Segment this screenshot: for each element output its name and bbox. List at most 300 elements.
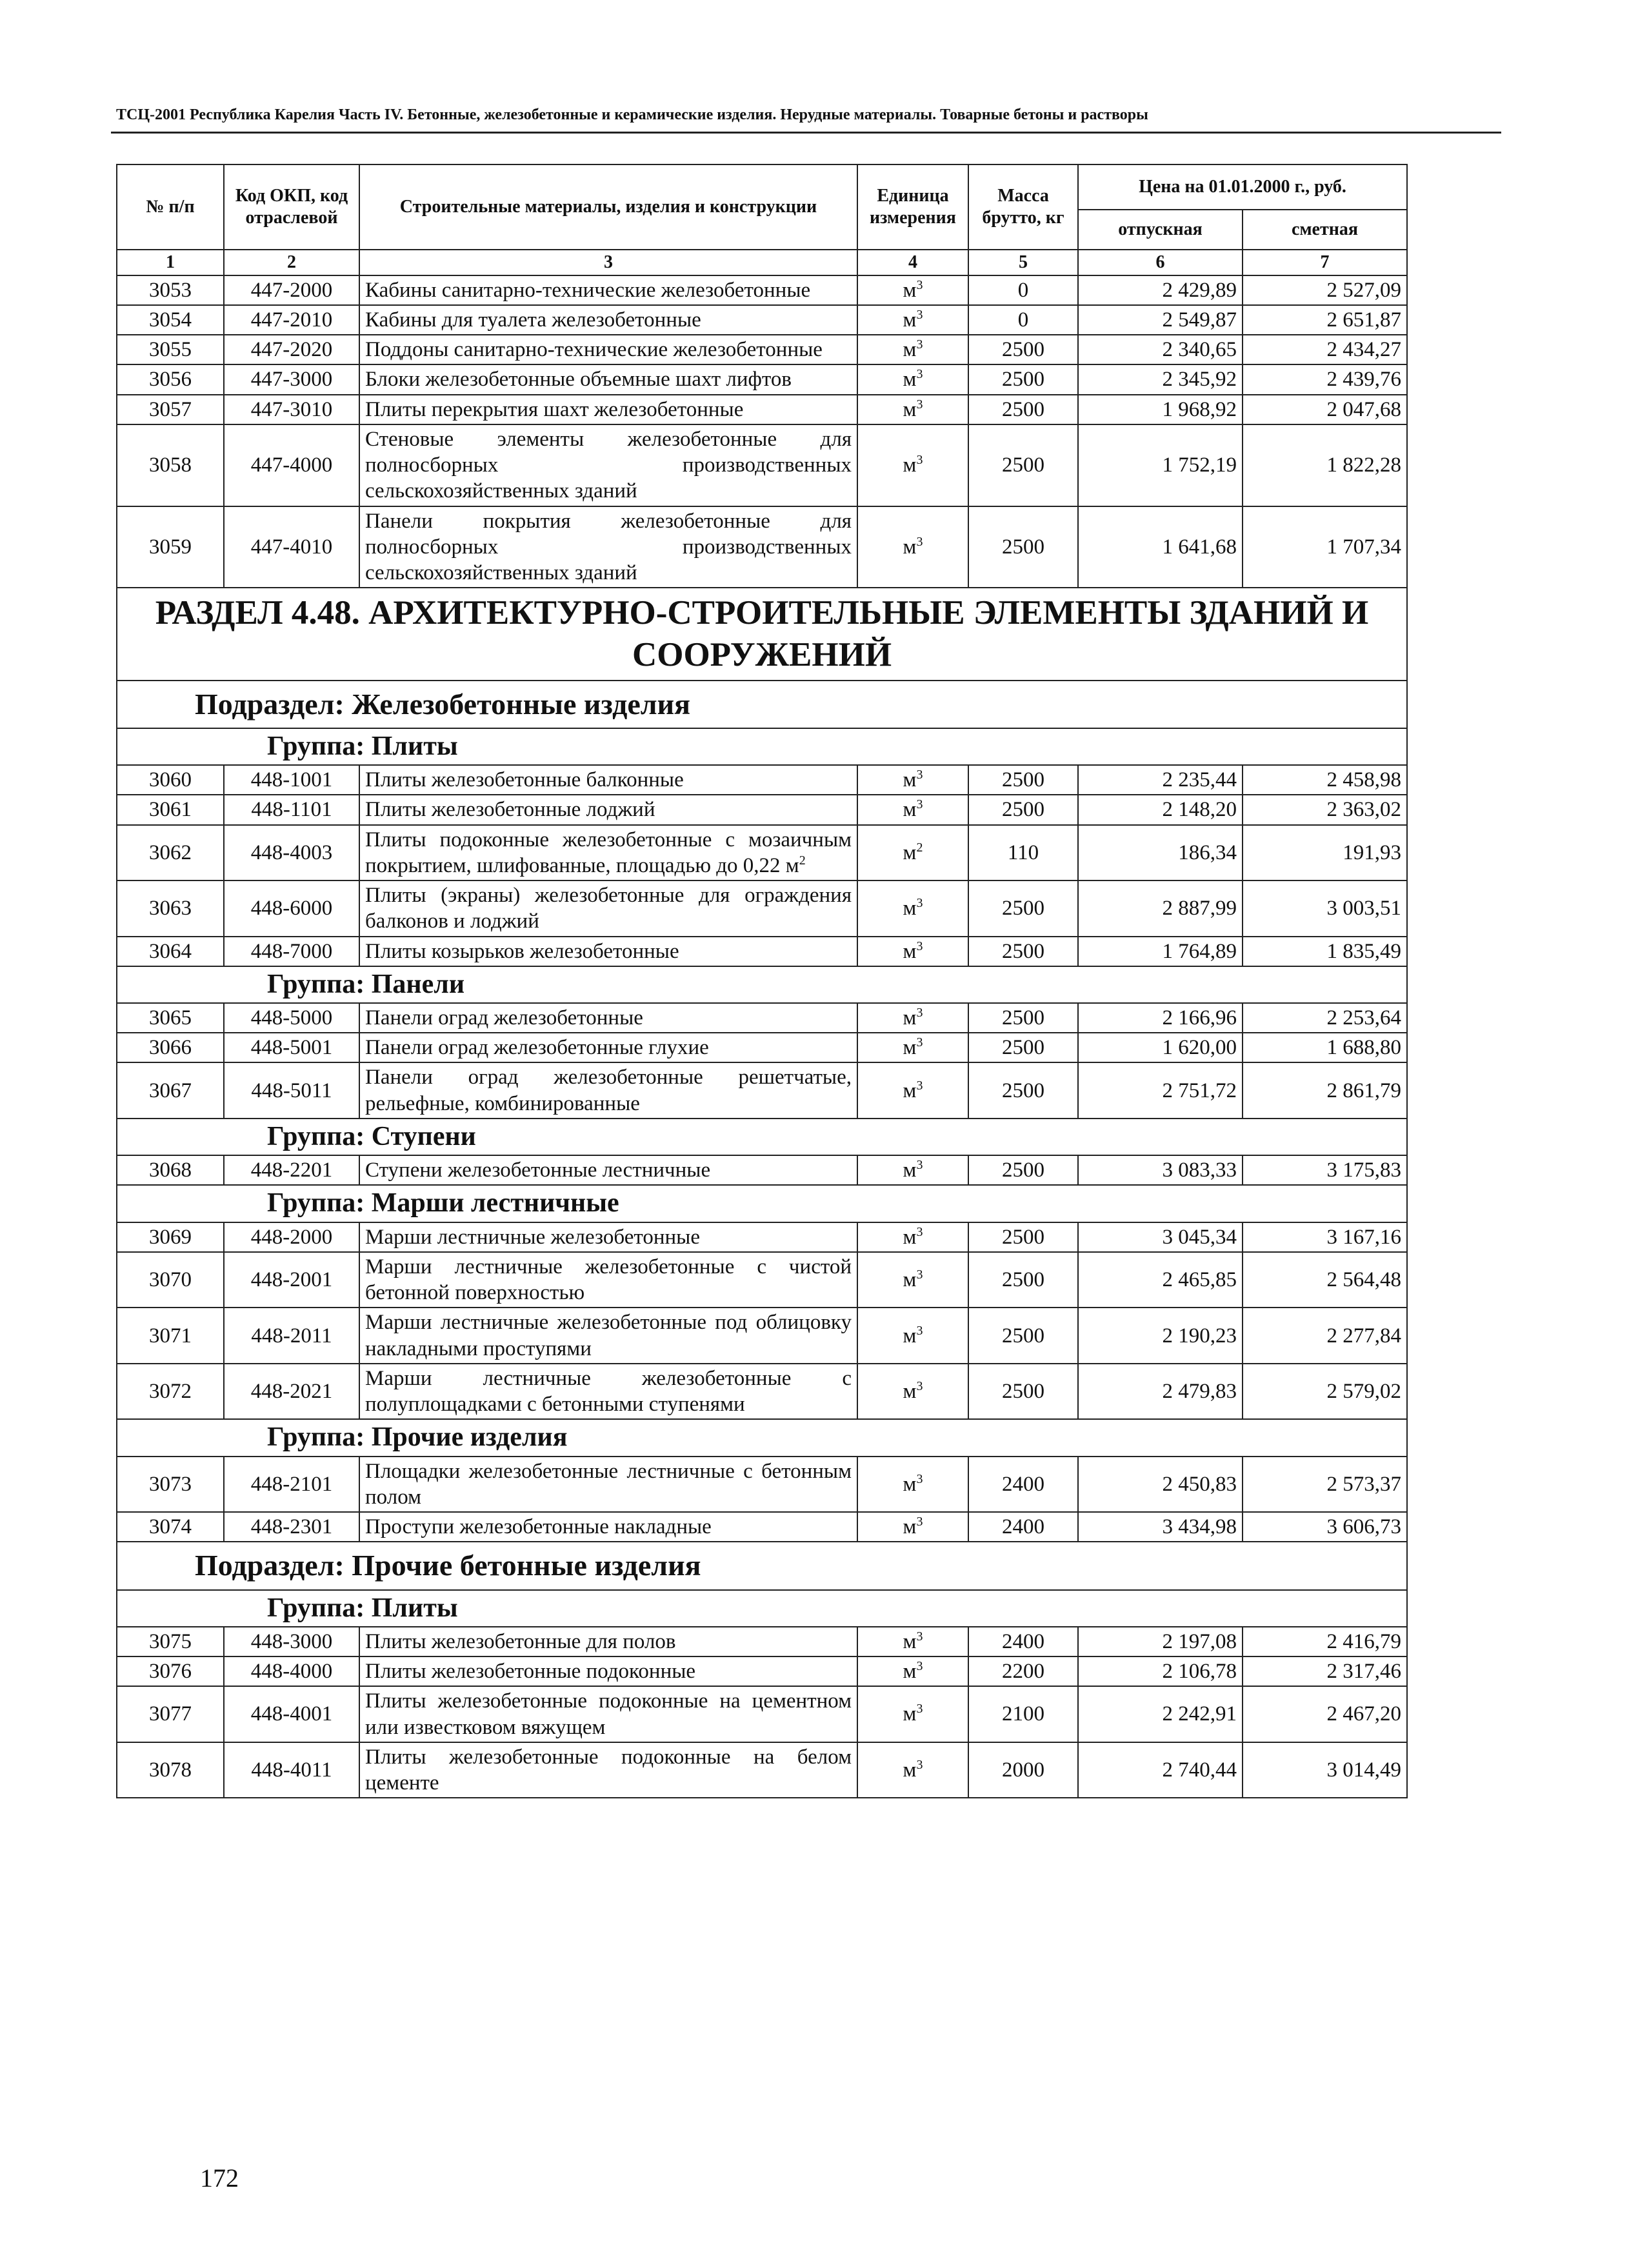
material-name-text: Плиты железобетонные балконные (365, 768, 684, 791)
row-number: 3075 (117, 1627, 224, 1656)
material-name (359, 335, 857, 364)
section-title: РАЗДЕЛ 4.48. АРХИТЕКТУРНО-СТРОИТЕЛЬНЫЕ ЭЛЕМЕНТЫ ЗДАНИЙ И СООРУЖЕНИЙ (117, 588, 1407, 680)
table-row (117, 937, 1407, 966)
okp-code: 447-2020 (224, 335, 359, 364)
unit-of-measure (857, 880, 968, 937)
unit-base: м (903, 1006, 917, 1030)
row-number: 3056 (117, 364, 224, 394)
material-name (359, 395, 857, 424)
header-okp-code: Код ОКП, код отраслевой (224, 164, 359, 250)
price-release: 2 166,96 (1078, 1003, 1243, 1033)
price-release: 2 465,85 (1078, 1252, 1243, 1308)
gross-mass: 2500 (968, 364, 1078, 394)
material-name (359, 1308, 857, 1364)
price-estimate: 2 253,64 (1243, 1003, 1407, 1033)
gross-mass: 2500 (968, 1308, 1078, 1364)
header-index: 1 (117, 250, 224, 275)
price-estimate: 3 003,51 (1243, 880, 1407, 937)
unit-base: м (903, 1758, 917, 1782)
unit-exponent: 2 (916, 840, 923, 855)
material-name (359, 880, 857, 937)
price-estimate: 3 014,49 (1243, 1742, 1407, 1798)
material-name (359, 1222, 857, 1252)
price-estimate: 2 579,02 (1243, 1364, 1407, 1420)
unit-base: м (903, 1472, 917, 1496)
table-row (117, 275, 1407, 305)
price-release: 2 479,83 (1078, 1364, 1243, 1420)
price-release: 2 235,44 (1078, 765, 1243, 795)
unit-of-measure (857, 506, 968, 588)
gross-mass: 0 (968, 275, 1078, 305)
unit-exponent: 3 (916, 1515, 923, 1529)
price-estimate: 3 606,73 (1243, 1512, 1407, 1542)
material-name-text: Марши лестничные железобетонные (365, 1225, 700, 1249)
subsection-title: Подраздел: Прочие бетонные изделия (117, 1542, 1407, 1589)
group-title: Группа: Прочие изделия (117, 1419, 1407, 1456)
unit-of-measure (857, 937, 968, 966)
material-name (359, 1457, 857, 1513)
gross-mass: 2500 (968, 1252, 1078, 1308)
unit-base: м (903, 1268, 917, 1292)
row-number: 3063 (117, 880, 224, 937)
row-number: 3065 (117, 1003, 224, 1033)
unit-of-measure (857, 795, 968, 824)
okp-code: 448-4011 (224, 1742, 359, 1798)
material-name (359, 1062, 857, 1119)
unit-of-measure (857, 275, 968, 305)
row-number: 3068 (117, 1155, 224, 1185)
material-name-text: Марши лестничные железобетонные с полуплощадками с бетонными ступенями (365, 1366, 852, 1417)
price-table (116, 164, 1408, 1798)
unit-base: м (903, 1380, 917, 1404)
unit-base: м (903, 278, 917, 302)
price-release: 2 242,91 (1078, 1686, 1243, 1742)
gross-mass: 2500 (968, 1155, 1078, 1185)
row-number: 3054 (117, 305, 224, 335)
material-name (359, 795, 857, 824)
price-release: 1 641,68 (1078, 506, 1243, 588)
price-release: 2 106,78 (1078, 1656, 1243, 1686)
price-release: 2 740,44 (1078, 1742, 1243, 1798)
okp-code: 448-6000 (224, 880, 359, 937)
unit-base: м (903, 453, 917, 477)
price-estimate: 2 527,09 (1243, 275, 1407, 305)
unit-exponent: 3 (916, 768, 923, 782)
material-name-text: Стеновые элементы железобетонные для полносборных производственных сельскохозяйственных зданий (365, 427, 852, 503)
row-number: 3058 (117, 424, 224, 506)
row-number: 3071 (117, 1308, 224, 1364)
gross-mass: 2200 (968, 1656, 1078, 1686)
table-row (117, 1252, 1407, 1308)
price-release: 3 083,33 (1078, 1155, 1243, 1185)
okp-code: 448-2201 (224, 1155, 359, 1185)
group-title-row (117, 966, 1407, 1003)
unit-exponent: 3 (916, 1629, 923, 1644)
material-name-text: Плиты железобетонные для полов (365, 1629, 676, 1653)
price-estimate: 2 277,84 (1243, 1308, 1407, 1364)
unit-exponent: 3 (916, 534, 923, 549)
material-name-text: Проступи железобетонные накладные (365, 1515, 712, 1539)
unit-exponent: 3 (916, 1005, 923, 1020)
row-number: 3064 (117, 937, 224, 966)
price-estimate: 1 822,28 (1243, 424, 1407, 506)
header-index: 7 (1243, 250, 1407, 275)
unit-exponent: 3 (916, 1471, 923, 1486)
table-row (117, 1512, 1407, 1542)
row-number: 3067 (117, 1062, 224, 1119)
price-release: 2 887,99 (1078, 880, 1243, 937)
unit-of-measure (857, 1742, 968, 1798)
material-name-text: Ступени железобетонные лестничные (365, 1159, 711, 1182)
unit-base: м (903, 1629, 917, 1653)
table-row (117, 825, 1407, 881)
price-estimate: 2 317,46 (1243, 1656, 1407, 1686)
price-estimate: 2 434,27 (1243, 335, 1407, 364)
material-name-text: Плиты железобетонные подоконные на цементном или известковом вяжущем (365, 1689, 852, 1739)
price-release: 3 434,98 (1078, 1512, 1243, 1542)
unit-of-measure (857, 1656, 968, 1686)
gross-mass: 0 (968, 305, 1078, 335)
unit-exponent: 3 (916, 1268, 923, 1282)
material-name-text: Плиты перекрытия шахт железобетонные (365, 397, 744, 421)
material-name (359, 765, 857, 795)
unit-of-measure (857, 305, 968, 335)
unit-exponent: 3 (916, 1224, 923, 1239)
unit-base: м (903, 897, 917, 920)
okp-code: 448-5011 (224, 1062, 359, 1119)
row-number: 3077 (117, 1686, 224, 1742)
okp-code: 448-2011 (224, 1308, 359, 1364)
group-title: Группа: Ступени (117, 1119, 1407, 1155)
table-row (117, 1003, 1407, 1033)
row-number: 3078 (117, 1742, 224, 1798)
unit-of-measure (857, 765, 968, 795)
unit-base: м (903, 1702, 917, 1726)
gross-mass: 2000 (968, 1742, 1078, 1798)
unit-exponent: 3 (916, 1379, 923, 1394)
price-estimate: 2 564,48 (1243, 1252, 1407, 1308)
group-title-row (117, 1119, 1407, 1155)
material-name (359, 275, 857, 305)
row-number: 3057 (117, 395, 224, 424)
subsection-title-row (117, 681, 1407, 728)
header-price-release: отпускная (1078, 210, 1243, 250)
unit-exponent: 3 (916, 367, 923, 382)
header-index: 3 (359, 250, 857, 275)
table-row (117, 765, 1407, 795)
unit-base: м (903, 338, 917, 362)
table-row (117, 1742, 1407, 1798)
group-title-row (117, 1185, 1407, 1222)
price-estimate: 2 861,79 (1243, 1062, 1407, 1119)
unit-base: м (903, 1079, 917, 1102)
row-number: 3076 (117, 1656, 224, 1686)
unit-of-measure (857, 364, 968, 394)
gross-mass: 2500 (968, 795, 1078, 824)
unit-of-measure (857, 335, 968, 364)
table-row (117, 795, 1407, 824)
gross-mass: 2500 (968, 335, 1078, 364)
table-row (117, 1033, 1407, 1062)
page-number: 172 (200, 2164, 239, 2193)
gross-mass: 2500 (968, 424, 1078, 506)
price-estimate: 191,93 (1243, 825, 1407, 881)
material-name-text: Поддоны санитарно-технические железобетонные (365, 338, 823, 362)
unit-exponent: 3 (916, 397, 923, 412)
table-row (117, 395, 1407, 424)
unit-base: м (903, 1036, 917, 1060)
price-estimate: 3 175,83 (1243, 1155, 1407, 1185)
unit-of-measure (857, 1686, 968, 1742)
price-estimate: 2 573,37 (1243, 1457, 1407, 1513)
price-release: 2 751,72 (1078, 1062, 1243, 1119)
material-name-text: Панели покрытия железобетонные для полносборных производственных сельскохозяйственных зданий (365, 509, 852, 585)
subsection-title-row (117, 1542, 1407, 1589)
unit-base: м (903, 368, 917, 392)
unit-exponent: 3 (916, 337, 923, 352)
unit-exponent: 3 (916, 307, 923, 322)
unit-base: м (903, 1225, 917, 1249)
unit-of-measure (857, 1364, 968, 1420)
unit-of-measure (857, 1308, 968, 1364)
unit-of-measure (857, 825, 968, 881)
price-estimate: 2 363,02 (1243, 795, 1407, 824)
table-row (117, 1222, 1407, 1252)
material-name (359, 424, 857, 506)
okp-code: 447-3000 (224, 364, 359, 394)
document-header: ТСЦ-2001 Республика Карелия Часть IV. Бетонные, железобетонные и керамические изделия. Нерудные материалы. Товарные бетоны и растворы (116, 106, 1148, 123)
material-name-text: Плиты железобетонные подоконные (365, 1660, 696, 1684)
unit-base: м (903, 939, 917, 963)
material-name (359, 937, 857, 966)
price-release: 3 045,34 (1078, 1222, 1243, 1252)
table-row (117, 1656, 1407, 1686)
price-release: 2 450,83 (1078, 1457, 1243, 1513)
material-name-exponent: 2 (799, 853, 806, 868)
unit-exponent: 3 (916, 939, 923, 953)
gross-mass: 2500 (968, 937, 1078, 966)
header-index: 4 (857, 250, 968, 275)
price-release: 1 752,19 (1078, 424, 1243, 506)
unit-of-measure (857, 1457, 968, 1513)
unit-base: м (903, 1159, 917, 1182)
gross-mass: 2500 (968, 1364, 1078, 1420)
gross-mass: 2500 (968, 395, 1078, 424)
material-name-text: Плиты железобетонные лоджий (365, 798, 655, 822)
unit-base: м (903, 397, 917, 421)
row-number: 3074 (117, 1512, 224, 1542)
table-row (117, 1627, 1407, 1656)
unit-base: м (903, 841, 917, 864)
row-number: 3073 (117, 1457, 224, 1513)
price-estimate: 1 707,34 (1243, 506, 1407, 588)
material-name (359, 1252, 857, 1308)
unit-of-measure (857, 424, 968, 506)
gross-mass: 2500 (968, 1033, 1078, 1062)
header-rule (111, 132, 1501, 134)
group-title: Группа: Панели (117, 966, 1407, 1003)
price-estimate: 1 688,80 (1243, 1033, 1407, 1062)
okp-code: 448-4001 (224, 1686, 359, 1742)
unit-of-measure (857, 1033, 968, 1062)
table-row (117, 1155, 1407, 1185)
subsection-title: Подраздел: Железобетонные изделия (117, 681, 1407, 728)
gross-mass: 2400 (968, 1627, 1078, 1656)
unit-exponent: 3 (916, 896, 923, 911)
unit-base: м (903, 798, 917, 822)
price-estimate: 2 467,20 (1243, 1686, 1407, 1742)
price-release: 1 968,92 (1078, 395, 1243, 424)
unit-of-measure (857, 1003, 968, 1033)
price-release: 2 549,87 (1078, 305, 1243, 335)
unit-of-measure (857, 1627, 968, 1656)
gross-mass: 2100 (968, 1686, 1078, 1742)
table-row (117, 1686, 1407, 1742)
price-release: 2 197,08 (1078, 1627, 1243, 1656)
unit-of-measure (857, 1222, 968, 1252)
okp-code: 447-4010 (224, 506, 359, 588)
material-name-text: Марши лестничные железобетонные под облицовку накладными проступями (365, 1311, 852, 1360)
material-name-text: Кабины для туалета железобетонные (365, 308, 701, 332)
material-name-text: Плиты железобетонные подоконные на белом цементе (365, 1745, 852, 1795)
unit-base: м (903, 535, 917, 559)
gross-mass: 2500 (968, 1062, 1078, 1119)
group-title-row (117, 1419, 1407, 1456)
material-name (359, 506, 857, 588)
price-estimate: 3 167,16 (1243, 1222, 1407, 1252)
unit-of-measure (857, 1155, 968, 1185)
row-number: 3060 (117, 765, 224, 795)
material-name (359, 1686, 857, 1742)
group-title-row (117, 1590, 1407, 1627)
unit-exponent: 3 (916, 1323, 923, 1338)
unit-base: м (903, 1515, 917, 1539)
material-name-text: Панели оград железобетонные глухие (365, 1036, 709, 1060)
table-row (117, 335, 1407, 364)
okp-code: 448-2101 (224, 1457, 359, 1513)
okp-code: 448-2000 (224, 1222, 359, 1252)
material-name-text: Плиты козырьков железобетонные (365, 939, 679, 963)
material-name (359, 305, 857, 335)
material-name (359, 1656, 857, 1686)
unit-exponent: 3 (916, 1757, 923, 1772)
price-release: 1 620,00 (1078, 1033, 1243, 1062)
material-name (359, 364, 857, 394)
material-name-text: Кабины санитарно-технические железобетонные (365, 278, 811, 302)
header-unit: Единица измерения (857, 164, 968, 250)
group-title: Группа: Плиты (117, 1590, 1407, 1627)
price-release: 2 345,92 (1078, 364, 1243, 394)
table-row (117, 506, 1407, 588)
material-name (359, 1033, 857, 1062)
okp-code: 448-1001 (224, 765, 359, 795)
gross-mass: 2400 (968, 1457, 1078, 1513)
gross-mass: 2500 (968, 506, 1078, 588)
table-row (117, 1457, 1407, 1513)
row-number: 3062 (117, 825, 224, 881)
price-release: 2 429,89 (1078, 275, 1243, 305)
gross-mass: 2500 (968, 1003, 1078, 1033)
unit-base: м (903, 768, 917, 791)
price-estimate: 2 439,76 (1243, 364, 1407, 394)
unit-of-measure (857, 1062, 968, 1119)
group-title-row (117, 728, 1407, 765)
okp-code: 448-5000 (224, 1003, 359, 1033)
row-number: 3061 (117, 795, 224, 824)
okp-code: 448-7000 (224, 937, 359, 966)
gross-mass: 2400 (968, 1512, 1078, 1542)
unit-exponent: 3 (916, 277, 923, 292)
unit-of-measure (857, 1252, 968, 1308)
table-row (117, 880, 1407, 937)
header-price: Цена на 01.01.2000 г., руб. (1078, 164, 1407, 210)
row-number: 3053 (117, 275, 224, 305)
price-estimate: 2 416,79 (1243, 1627, 1407, 1656)
gross-mass: 2500 (968, 765, 1078, 795)
gross-mass: 2500 (968, 880, 1078, 937)
material-name (359, 1003, 857, 1033)
okp-code: 447-4000 (224, 424, 359, 506)
gross-mass: 2500 (968, 1222, 1078, 1252)
unit-exponent: 3 (916, 1158, 923, 1173)
table-row (117, 1364, 1407, 1420)
material-name (359, 1627, 857, 1656)
material-name-text: Марши лестничные железобетонные с чистой бетонной поверхностью (365, 1255, 852, 1305)
okp-code: 447-2000 (224, 275, 359, 305)
price-release: 1 764,89 (1078, 937, 1243, 966)
table-head (117, 164, 1407, 275)
gross-mass: 110 (968, 825, 1078, 881)
price-estimate: 2 458,98 (1243, 765, 1407, 795)
material-name-text: Площадки железобетонные лестничные с бетонным полом (365, 1459, 852, 1509)
row-number: 3055 (117, 335, 224, 364)
material-name-text: Панели оград железобетонные (365, 1006, 643, 1030)
unit-exponent: 3 (916, 1078, 923, 1093)
header-num: № п/п (117, 164, 224, 250)
material-name-text: Плиты подоконные железобетонные с мозаичным покрытием, шлифованные, площадью до 0,22 м (365, 828, 852, 877)
okp-code: 448-2301 (224, 1512, 359, 1542)
table-row (117, 1062, 1407, 1119)
material-name (359, 1742, 857, 1798)
okp-code: 448-4000 (224, 1656, 359, 1686)
unit-exponent: 3 (916, 1035, 923, 1050)
material-name-text: Блоки железобетонные объемные шахт лифтов (365, 368, 792, 392)
price-release: 2 340,65 (1078, 335, 1243, 364)
okp-code: 448-3000 (224, 1627, 359, 1656)
table-row (117, 1308, 1407, 1364)
price-estimate: 2 651,87 (1243, 305, 1407, 335)
row-number: 3070 (117, 1252, 224, 1308)
unit-exponent: 3 (916, 1659, 923, 1674)
unit-base: м (903, 308, 917, 332)
unit-exponent: 3 (916, 453, 923, 468)
section-title-row (117, 588, 1407, 680)
unit-of-measure (857, 1512, 968, 1542)
row-number: 3072 (117, 1364, 224, 1420)
header-index: 6 (1078, 250, 1243, 275)
okp-code: 447-3010 (224, 395, 359, 424)
group-title: Группа: Марши лестничные (117, 1185, 1407, 1222)
okp-code: 448-1101 (224, 795, 359, 824)
material-name-text: Плиты (экраны) железобетонные для ограждения балконов и лоджий (365, 884, 852, 933)
row-number: 3066 (117, 1033, 224, 1062)
group-title: Группа: Плиты (117, 728, 1407, 765)
table-row (117, 305, 1407, 335)
row-number: 3069 (117, 1222, 224, 1252)
material-name (359, 1364, 857, 1420)
unit-exponent: 3 (916, 1702, 923, 1716)
unit-base: м (903, 1660, 917, 1684)
